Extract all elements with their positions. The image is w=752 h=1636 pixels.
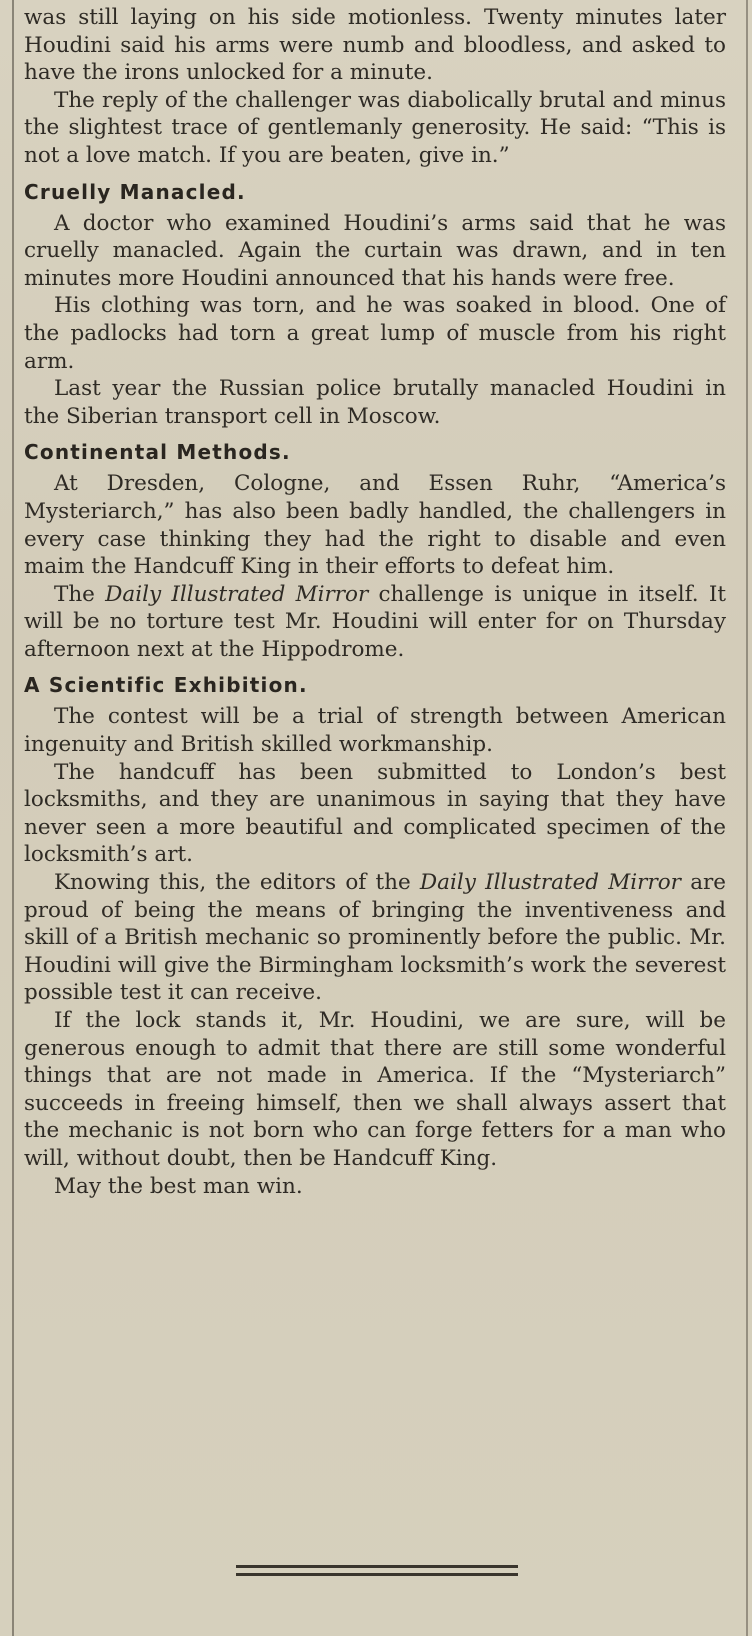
subheading-scientific-exhibition: A Scientific Exhibition. <box>24 673 308 698</box>
paragraph-7-start: The <box>54 581 106 607</box>
paragraph-7 <box>24 581 726 664</box>
section-divider-top <box>236 1565 518 1568</box>
section-divider-bottom <box>236 1573 518 1576</box>
paragraph-4: His clothing was torn, and he was soaked in blood. One of the padlocks had torn a great lump of muscle from his right arm. <box>24 293 726 374</box>
paragraph-5: Last year the Russian police brutally manacled Houdini in the Siberian transport cell in Moscow. <box>24 376 726 429</box>
paragraph-12: May the best man win. <box>54 1173 303 1199</box>
column-rule-left <box>12 0 14 1636</box>
newspaper-name-italic: Daily Illustrated Mirror <box>105 581 369 607</box>
paragraph-10-start: Knowing this, the editors of the <box>54 870 420 896</box>
article-column <box>24 4 726 1200</box>
paragraph-7-end: challenge is unique in itself. It will be no torture test Mr. Houdini will enter for on Thursday afternoon next at the Hippodrome. <box>24 581 726 662</box>
column-rule-right <box>746 0 748 1636</box>
paragraph-2: The reply of the challenger was diabolically brutal and minus the slightest trace of gentlemanly generosity. He said: “This is not a love match. If you are beaten, give in.” <box>24 87 726 168</box>
subheading-continental-methods: Continental Methods. <box>24 440 291 465</box>
paragraph-10 <box>24 869 726 1007</box>
paragraph-6: At Dresden, Cologne, and Essen Ruhr, “America’s Mysteriarch,” has also been badly handled, the challengers in every case thinking they had the right to disable and even maim the Handcuff King in their efforts to defeat him. <box>24 471 726 580</box>
paragraph-10-end: are proud of being the means of bringing the inventiveness and skill of a British mechanic so prominently before the public. Mr. Houdini will give the Birmingham locksmith’s work the severest possible test it can receive. <box>24 870 727 1006</box>
subheading-cruelly-manacled: Cruelly Manacled. <box>24 179 246 204</box>
paragraph-8: The contest will be a trial of strength between American ingenuity and British skilled workmanship. <box>24 704 726 758</box>
paragraph-3: A doctor who examined Houdini’s arms said that he was cruelly manacled. Again the curtain was drawn, and in ten minutes more Houdini announced that his hands were free. <box>24 210 726 291</box>
newspaper-name-italic: Daily Illustrated Mirror <box>419 870 681 896</box>
paragraph-9: The handcuff has been submitted to London’s best locksmiths, and they are unanimous in saying that they have never seen a more beautiful and complicated specimen of the locksmith’s art. <box>24 759 726 868</box>
paragraph-1: was still laying on his side motionless. Twenty minutes later Houdini said his arms were numb and bloodless, and asked to have the irons unlocked for a minute. <box>24 5 726 86</box>
paragraph-11: If the lock stands it, Mr. Houdini, we are sure, will be generous enough to admit that there are still some wonderful things that are not made in America. If the “Mysteriarch” succeeds in freeing himself, then we shall always assert that the mechanic is not born who can forge fetters for a man who will, without doubt, then be Handcuff King. <box>24 1008 726 1171</box>
